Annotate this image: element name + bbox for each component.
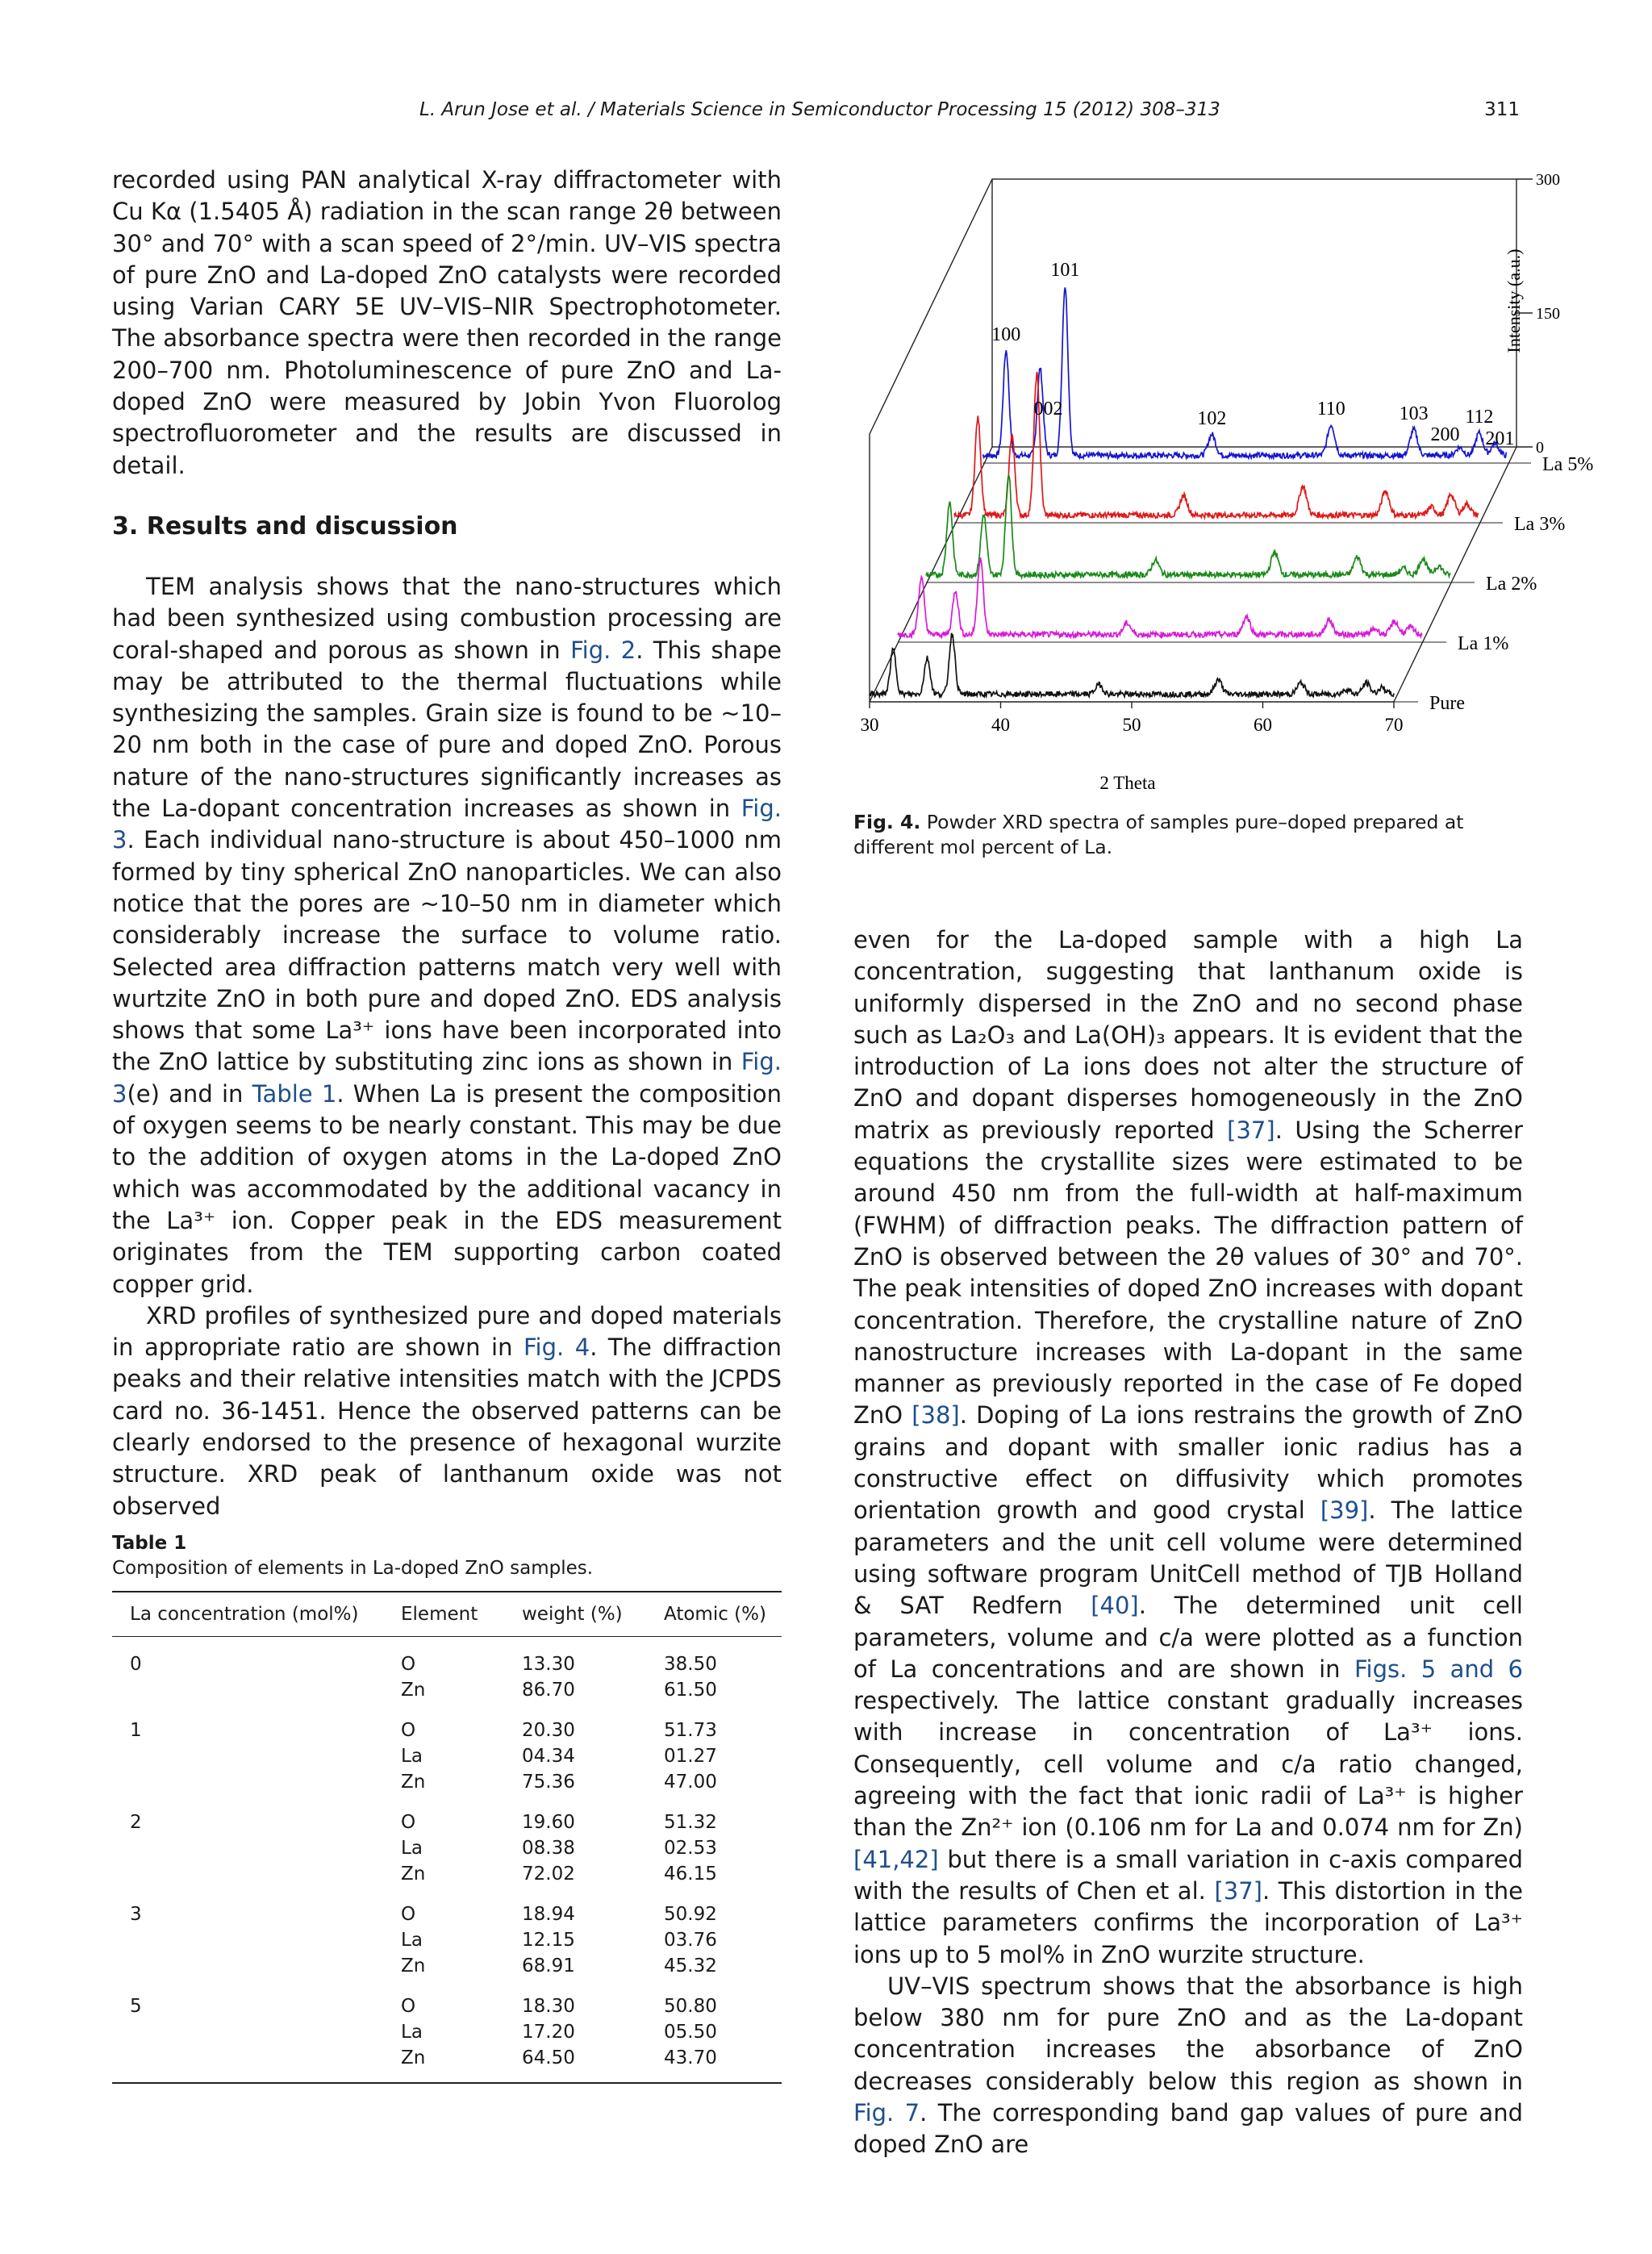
paragraph-uvvis xyxy=(853,1971,1523,2161)
cell-atomic: 03.76 xyxy=(664,1930,717,1951)
peak-label: 102 xyxy=(1197,408,1227,429)
table-row xyxy=(112,1677,782,1703)
x-tick-label: 60 xyxy=(1254,715,1272,735)
text-span: . Using the Scherrer equations the crystallite sizes were estimated to be around 450 nm from the full-width at half-maximum (FWHM) of diffraction peaks. The diffraction pattern of ZnO is observed between the 2θ values of 30° and 70°. The peak intensities of doped ZnO increases with dopant concentration. Therefore, the crystalline nature of ZnO nanostructure increases with La-dopant in the same manner as previously reported in the case of Fe doped ZnO xyxy=(853,1116,1523,1430)
cell-conc xyxy=(112,1953,401,1979)
series-label: La 2% xyxy=(1486,574,1537,595)
cell-atomic: 05.50 xyxy=(664,2022,717,2043)
chart-back-panel xyxy=(992,179,1516,447)
cell-conc: 3 xyxy=(130,1904,142,1925)
cell-weight: 75.36 xyxy=(522,1772,575,1793)
cell-conc xyxy=(112,1835,401,1861)
x-tick-label: 50 xyxy=(1122,715,1141,735)
cell-atomic: 38.50 xyxy=(664,1654,717,1675)
x-tick-label: 40 xyxy=(991,715,1010,735)
right-column xyxy=(853,925,1523,2161)
cell-element: O xyxy=(401,1812,416,1833)
cell-weight: 18.30 xyxy=(522,1996,575,2017)
peak-label: 002 xyxy=(1033,399,1063,419)
cell-element: O xyxy=(401,1654,416,1675)
cell-element: La xyxy=(401,2022,423,2043)
cell-conc xyxy=(112,1769,401,1795)
chart-labels xyxy=(861,171,1594,735)
peak-label: 112 xyxy=(1465,407,1494,428)
left-column xyxy=(112,165,782,1522)
link-ref41-42[interactable]: [41,42] xyxy=(853,1845,939,1873)
cell-element: La xyxy=(401,1930,423,1951)
text-span: XRD profiles of synthesized pure and doped materials in appropriate ratio are shown in xyxy=(112,1301,782,1362)
cell-weight: 18.94 xyxy=(522,1904,575,1925)
peak-label: 101 xyxy=(1050,260,1080,281)
cell-atomic: 51.73 xyxy=(664,1720,717,1741)
text-span: . The diffraction peaks and their relative intensities match with the JCPDS card no. 36-1451. Hence the observed patterns can be clearly endorsed to the presence of hexagonal wurzite structure. XRD peak of lanthanum oxide was not observed xyxy=(112,1334,782,1520)
table-row xyxy=(112,2045,782,2083)
header-element: Element xyxy=(401,1592,522,1637)
table-row xyxy=(112,1743,782,1769)
paragraph-tem xyxy=(112,571,782,1300)
figure-caption-text: Powder XRD spectra of samples pure–doped prepared at different mol percent of La. xyxy=(853,811,1464,858)
table-row xyxy=(112,1835,782,1861)
x-tick-label: 30 xyxy=(860,715,879,735)
table-header-row xyxy=(112,1592,782,1637)
link-fig2[interactable]: Fig. 2 xyxy=(570,636,636,664)
cell-atomic: 47.00 xyxy=(664,1772,717,1793)
header-conc: La concentration (mol%) xyxy=(112,1592,401,1637)
table-row xyxy=(112,1637,782,1678)
link-ref37[interactable]: [37] xyxy=(1227,1116,1275,1144)
running-head: L. Arun Jose et al. / Materials Science in Semiconductor Processing 15 (2012) 308–313 xyxy=(419,99,1220,120)
paragraph-lattice xyxy=(853,925,1523,1971)
cell-conc xyxy=(112,2019,401,2045)
peak-label: 103 xyxy=(1399,403,1429,424)
text-span: . Doping of La ions restrains the growth of ZnO grains and dopant with smaller ionic radius has a constructive effect on diffusivity which promotes orientation growth and good crystal xyxy=(853,1401,1524,1525)
text-span: . When La is present the composition of oxygen seems to be nearly constant. This may be due to the addition of oxygen atoms in the La-doped ZnO which was accommodated by the additional vacancy in the La³⁺ ion. Copper peak in the EDS measurement originates from the TEM supporting carbon coated copper grid. xyxy=(112,1079,782,1298)
cell-conc: 2 xyxy=(130,1812,142,1833)
cell-element: O xyxy=(401,1720,416,1741)
series-trace-la-5- xyxy=(982,287,1507,458)
cell-weight: 68.91 xyxy=(522,1956,575,1976)
table-row xyxy=(112,1795,782,1835)
cell-conc xyxy=(112,1861,401,1887)
cell-element: O xyxy=(401,1904,416,1925)
composition-table xyxy=(112,1591,782,2084)
table-row xyxy=(112,1887,782,1927)
cell-weight: 17.20 xyxy=(522,2022,575,2043)
table-row xyxy=(112,1927,782,1953)
series-label: La 5% xyxy=(1542,454,1594,475)
cell-weight: 12.15 xyxy=(522,1930,575,1951)
cell-weight: 86.70 xyxy=(522,1680,575,1701)
text-span: but there is a small variation in c-axis compared with the results of Chen et al. xyxy=(853,1845,1523,1905)
cell-element: Zn xyxy=(401,2047,426,2068)
paragraph-xrd xyxy=(112,1300,782,1522)
y-tick-label: 150 xyxy=(1536,305,1560,323)
cell-conc: 1 xyxy=(130,1720,142,1741)
text-span: UV–VIS spectrum shows that the absorbance is high below 380 nm for pure ZnO and as the La-dopant concentration increases the absorbance of ZnO decreases considerably below this region as shown in xyxy=(853,1972,1523,2095)
cell-atomic: 02.53 xyxy=(664,1838,717,1859)
cell-atomic: 50.80 xyxy=(664,1996,717,2017)
link-ref40[interactable]: [40] xyxy=(1091,1592,1139,1620)
peak-label: 200 xyxy=(1430,424,1460,445)
y-tick-label: 0 xyxy=(1536,439,1544,457)
cell-weight: 72.02 xyxy=(522,1864,575,1885)
series-label: La 1% xyxy=(1458,633,1509,654)
text-span: . The corresponding band gap values of pure and doped ZnO are xyxy=(853,2098,1523,2159)
cell-atomic: 51.32 xyxy=(664,1812,717,1833)
table-caption: Composition of elements in La-doped ZnO samples. xyxy=(112,1558,594,1579)
cell-weight: 64.50 xyxy=(522,2047,575,2068)
cell-element: Zn xyxy=(401,1680,426,1701)
cell-conc: 5 xyxy=(130,1996,142,2017)
link-fig4[interactable]: Fig. 4 xyxy=(523,1334,590,1362)
cell-atomic: 46.15 xyxy=(664,1864,717,1885)
chart-top-edge xyxy=(870,179,992,434)
cell-weight: 20.30 xyxy=(522,1720,575,1741)
header-atomic: Atomic (%) xyxy=(664,1592,782,1637)
link-ref37b[interactable]: [37] xyxy=(1214,1876,1262,1905)
cell-element: La xyxy=(401,1838,423,1859)
table-row xyxy=(112,1703,782,1743)
cell-conc: 0 xyxy=(130,1654,142,1675)
figure-4 xyxy=(853,160,1594,805)
link-fig3e[interactable]: Fig. 3 xyxy=(112,1048,782,1108)
link-figs5-6[interactable]: Figs. 5 and 6 xyxy=(1354,1655,1523,1683)
series-trace-pure xyxy=(870,633,1394,697)
y-axis-label: Intensity (a.u.) xyxy=(1504,248,1524,353)
text-span: . The lattice parameters and the unit cell volume were determined using software program UnitCell method of TJB Holland & SAT Redfern xyxy=(853,1496,1523,1620)
table-row xyxy=(112,1861,782,1887)
cell-weight: 08.38 xyxy=(522,1838,575,1859)
cell-conc xyxy=(112,1743,401,1769)
cell-atomic: 01.27 xyxy=(664,1746,717,1767)
series-trace-la-1- xyxy=(898,557,1422,637)
table-1 xyxy=(112,1531,782,2084)
figure-caption xyxy=(853,810,1523,860)
section-heading: 3. Results and discussion xyxy=(112,511,458,541)
table-row xyxy=(112,1953,782,1979)
cell-atomic: 45.32 xyxy=(664,1956,717,1976)
table-body xyxy=(112,1637,782,2084)
link-ref39[interactable]: [39] xyxy=(1320,1496,1369,1525)
cell-element: Zn xyxy=(401,1864,426,1885)
y-tick-label: 300 xyxy=(1536,171,1560,189)
x-tick-label: 70 xyxy=(1384,715,1404,735)
text-span: TEM analysis shows that the nano-structures which had been synthesized using combustion processing are coral-shaped and porous as shown in xyxy=(112,572,782,664)
table-row xyxy=(112,1769,782,1795)
cell-atomic: 43.70 xyxy=(664,2047,717,2068)
link-ref38[interactable]: [38] xyxy=(912,1401,960,1430)
cell-element: Zn xyxy=(401,1772,426,1793)
peak-label: 100 xyxy=(991,324,1021,345)
series-trace-la-3- xyxy=(954,372,1479,518)
text-span: . This distortion in the lattice parameters confirms the incorporation of La³⁺ ions up to 5 mol% in ZnO wurzite structure. xyxy=(853,1876,1523,1968)
cell-conc xyxy=(112,2045,401,2083)
series-trace-la-2- xyxy=(926,476,1450,578)
link-fig3[interactable]: Fig. 3 xyxy=(112,795,782,854)
table-title: Table 1 xyxy=(112,1533,187,1554)
cell-conc xyxy=(112,1677,401,1703)
table-row xyxy=(112,2019,782,2045)
cell-atomic: 50.92 xyxy=(664,1904,717,1925)
series-label: Pure xyxy=(1429,693,1465,714)
paragraph-methods: recorded using PAN analytical X-ray diffractometer with Cu Kα (1.5405 Å) radiation in the scan range 2θ between 30° and 70° with a scan speed of 2°/min. UV–VIS spectra of pure ZnO and La-doped ZnO catalysts were recorded using Varian CARY 5E UV–VIS–NIR Spectrophotometer. The absorbance spectra were then recorded in the range 200–700 nm. Photoluminescence of pure ZnO and La-doped ZnO were measured by Jobin Yvon Fluorolog spectrofluorometer and the results are discussed in detail. xyxy=(112,166,782,479)
cell-weight: 04.34 xyxy=(522,1746,575,1767)
link-table1[interactable]: Table 1 xyxy=(252,1079,337,1108)
table-row xyxy=(112,1979,782,2019)
link-fig7[interactable]: Fig. 7 xyxy=(853,2098,920,2127)
cell-element: Zn xyxy=(401,1956,426,1976)
cell-weight: 19.60 xyxy=(522,1812,575,1833)
text-span: even for the La-doped sample with a high La concentration, suggesting that lanthanum oxide is uniformly dispersed in the ZnO and no second phase such as La₂O₃ and La(OH)₃ appears. It is evident that the introduction of La ions does not alter the structure of ZnO and dopant disperses homogeneously in the ZnO matrix as previously reported xyxy=(853,926,1523,1144)
text-span: respectively. The lattice constant gradually increases with increase in concentration of La³⁺ ions. Consequently, cell volume and c/a ratio changed, agreeing with the fact that ionic radii of La³⁺ is higher than the Zn²⁺ ion (0.106 nm for La and 0.074 nm for Zn) xyxy=(853,1687,1523,1842)
x-axis-label: 2 Theta xyxy=(1099,773,1156,793)
xrd-chart xyxy=(853,160,1594,805)
peak-label: 201 xyxy=(1485,428,1515,449)
text-span: . This shape may be attributed to the thermal fluctuations while synthesizing the samples. Grain size is found to be ~10–20 nm both in the case of pure and doped ZnO. Porous nature of the nano-structures significantly increases as the La-dopant concentration increases as shown in xyxy=(112,636,782,823)
text-span: . Each individual nano-structure is about 450–1000 nm formed by tiny spherical ZnO nanoparticles. We can also notice that the pores are ~10–50 nm in diameter which considerably increase the surface to volume ratio. Selected area diffraction patterns match very well with wurtzite ZnO in both pure and doped ZnO. EDS analysis shows that some La³⁺ ions have been incorporated into the ZnO lattice by substituting zinc ions as shown in xyxy=(112,826,782,1076)
series-label: La 3% xyxy=(1514,514,1566,535)
peak-label: 110 xyxy=(1316,399,1345,419)
page-number: 311 xyxy=(1484,99,1520,120)
text-span: (e) and in xyxy=(127,1079,252,1108)
chart-traces xyxy=(870,287,1507,697)
figure-caption-label: Fig. 4. xyxy=(853,811,921,833)
cell-weight: 13.30 xyxy=(522,1654,575,1675)
cell-atomic: 61.50 xyxy=(664,1680,717,1701)
cell-conc xyxy=(112,1927,401,1953)
text-span: . The determined unit cell parameters, volume and c/a were plotted as a function of La concentrations and are shown in xyxy=(853,1592,1523,1683)
cell-element: O xyxy=(401,1996,416,2017)
header-weight: weight (%) xyxy=(522,1592,664,1637)
cell-element: La xyxy=(401,1746,423,1767)
